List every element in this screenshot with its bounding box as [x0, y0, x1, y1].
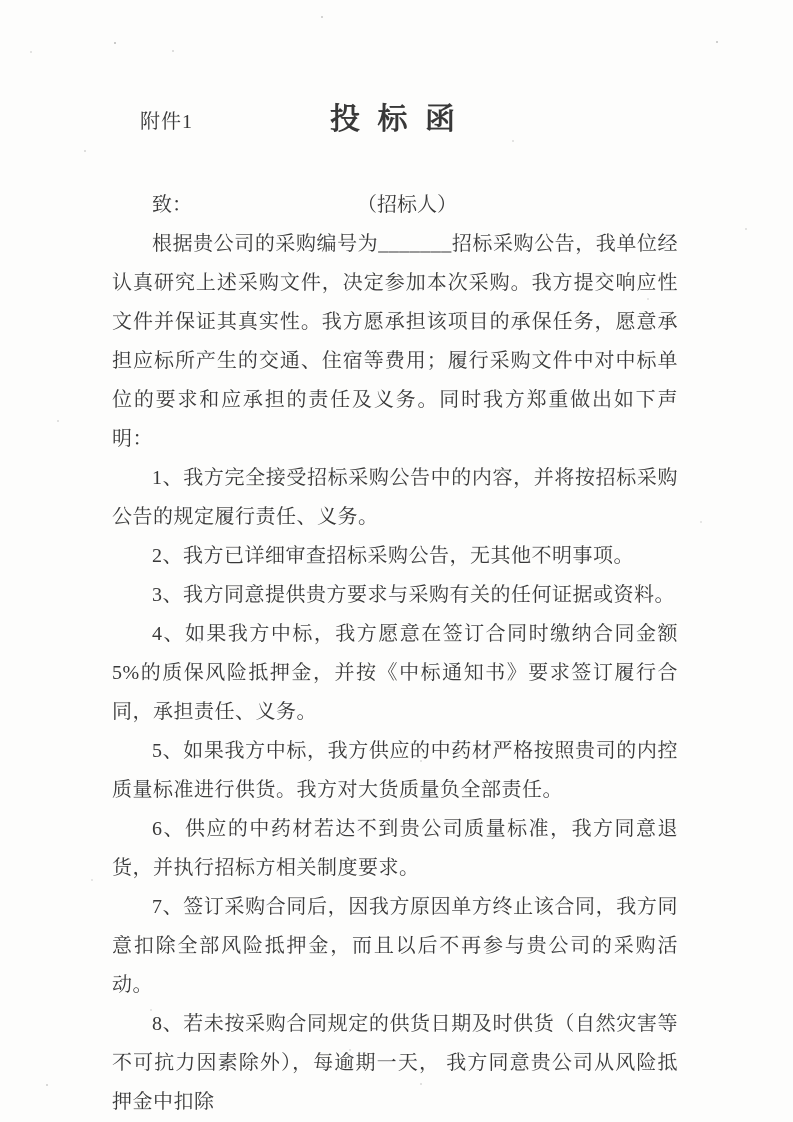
clause-1: 1、我方完全接受招标采购公告中的内容，并将按招标采购公告的规定履行责任、义务。	[112, 467, 678, 528]
clause-7: 7、签订采购合同后，因我方原因单方终止该合同，我方同意扣除全部风险抵押金，而且以后不再参与贵公司的采购活动。	[112, 896, 678, 996]
addressee-placeholder: （招标人）	[357, 194, 457, 216]
clause-6: 6、供应的中药材若达不到贵公司质量标准，我方同意退货，并执行招标方相关制度要求。	[112, 818, 678, 879]
salutation-prefix: 致：	[152, 194, 192, 216]
document-header	[112, 0, 678, 142]
salutation-line	[112, 186, 678, 225]
clause-5: 5、如果我方中标，我方供应的中药材严格按照贵司的内控质量标准进行供货。我方对大货质量负全部责任。	[112, 740, 678, 801]
scan-noise	[0, 0, 2, 2]
clause-3: 3、我方同意提供贵方要求与采购有关的任何证据或资料。	[152, 584, 675, 606]
clause-8: 8、若未按采购合同规定的供货日期及时供货（自然灾害等不可抗力因素除外），每逾期一天， 我方同意贵公司从风险抵押金中扣除	[112, 1013, 678, 1113]
clause-2: 2、我方已详细审查招标采购公告，无其他不明事项。	[152, 545, 634, 567]
document-title: 投 标 函	[330, 103, 460, 136]
document-body	[112, 225, 678, 1122]
attachment-label: 附件1	[140, 111, 193, 133]
intro-paragraph: 根据贵公司的采购编号为_______招标采购公告，我单位经认真研究上述采购文件，决定参加本次采购。我方提交响应性文件并保证其真实性。我方愿承担该项目的承保任务，愿意承担应标所产生的交通、住宿等费用；履行采购文件中对中标单位的要求和应承担的责任及义务。同时我方郑重做出如下声明：	[112, 233, 678, 450]
clause-4: 4、如果我方中标，我方愿意在签订合同时缴纳合同金额 5%的质保风险抵押金，并按《中标通知书》要求签订履行合同，承担责任、义务。	[112, 623, 678, 723]
